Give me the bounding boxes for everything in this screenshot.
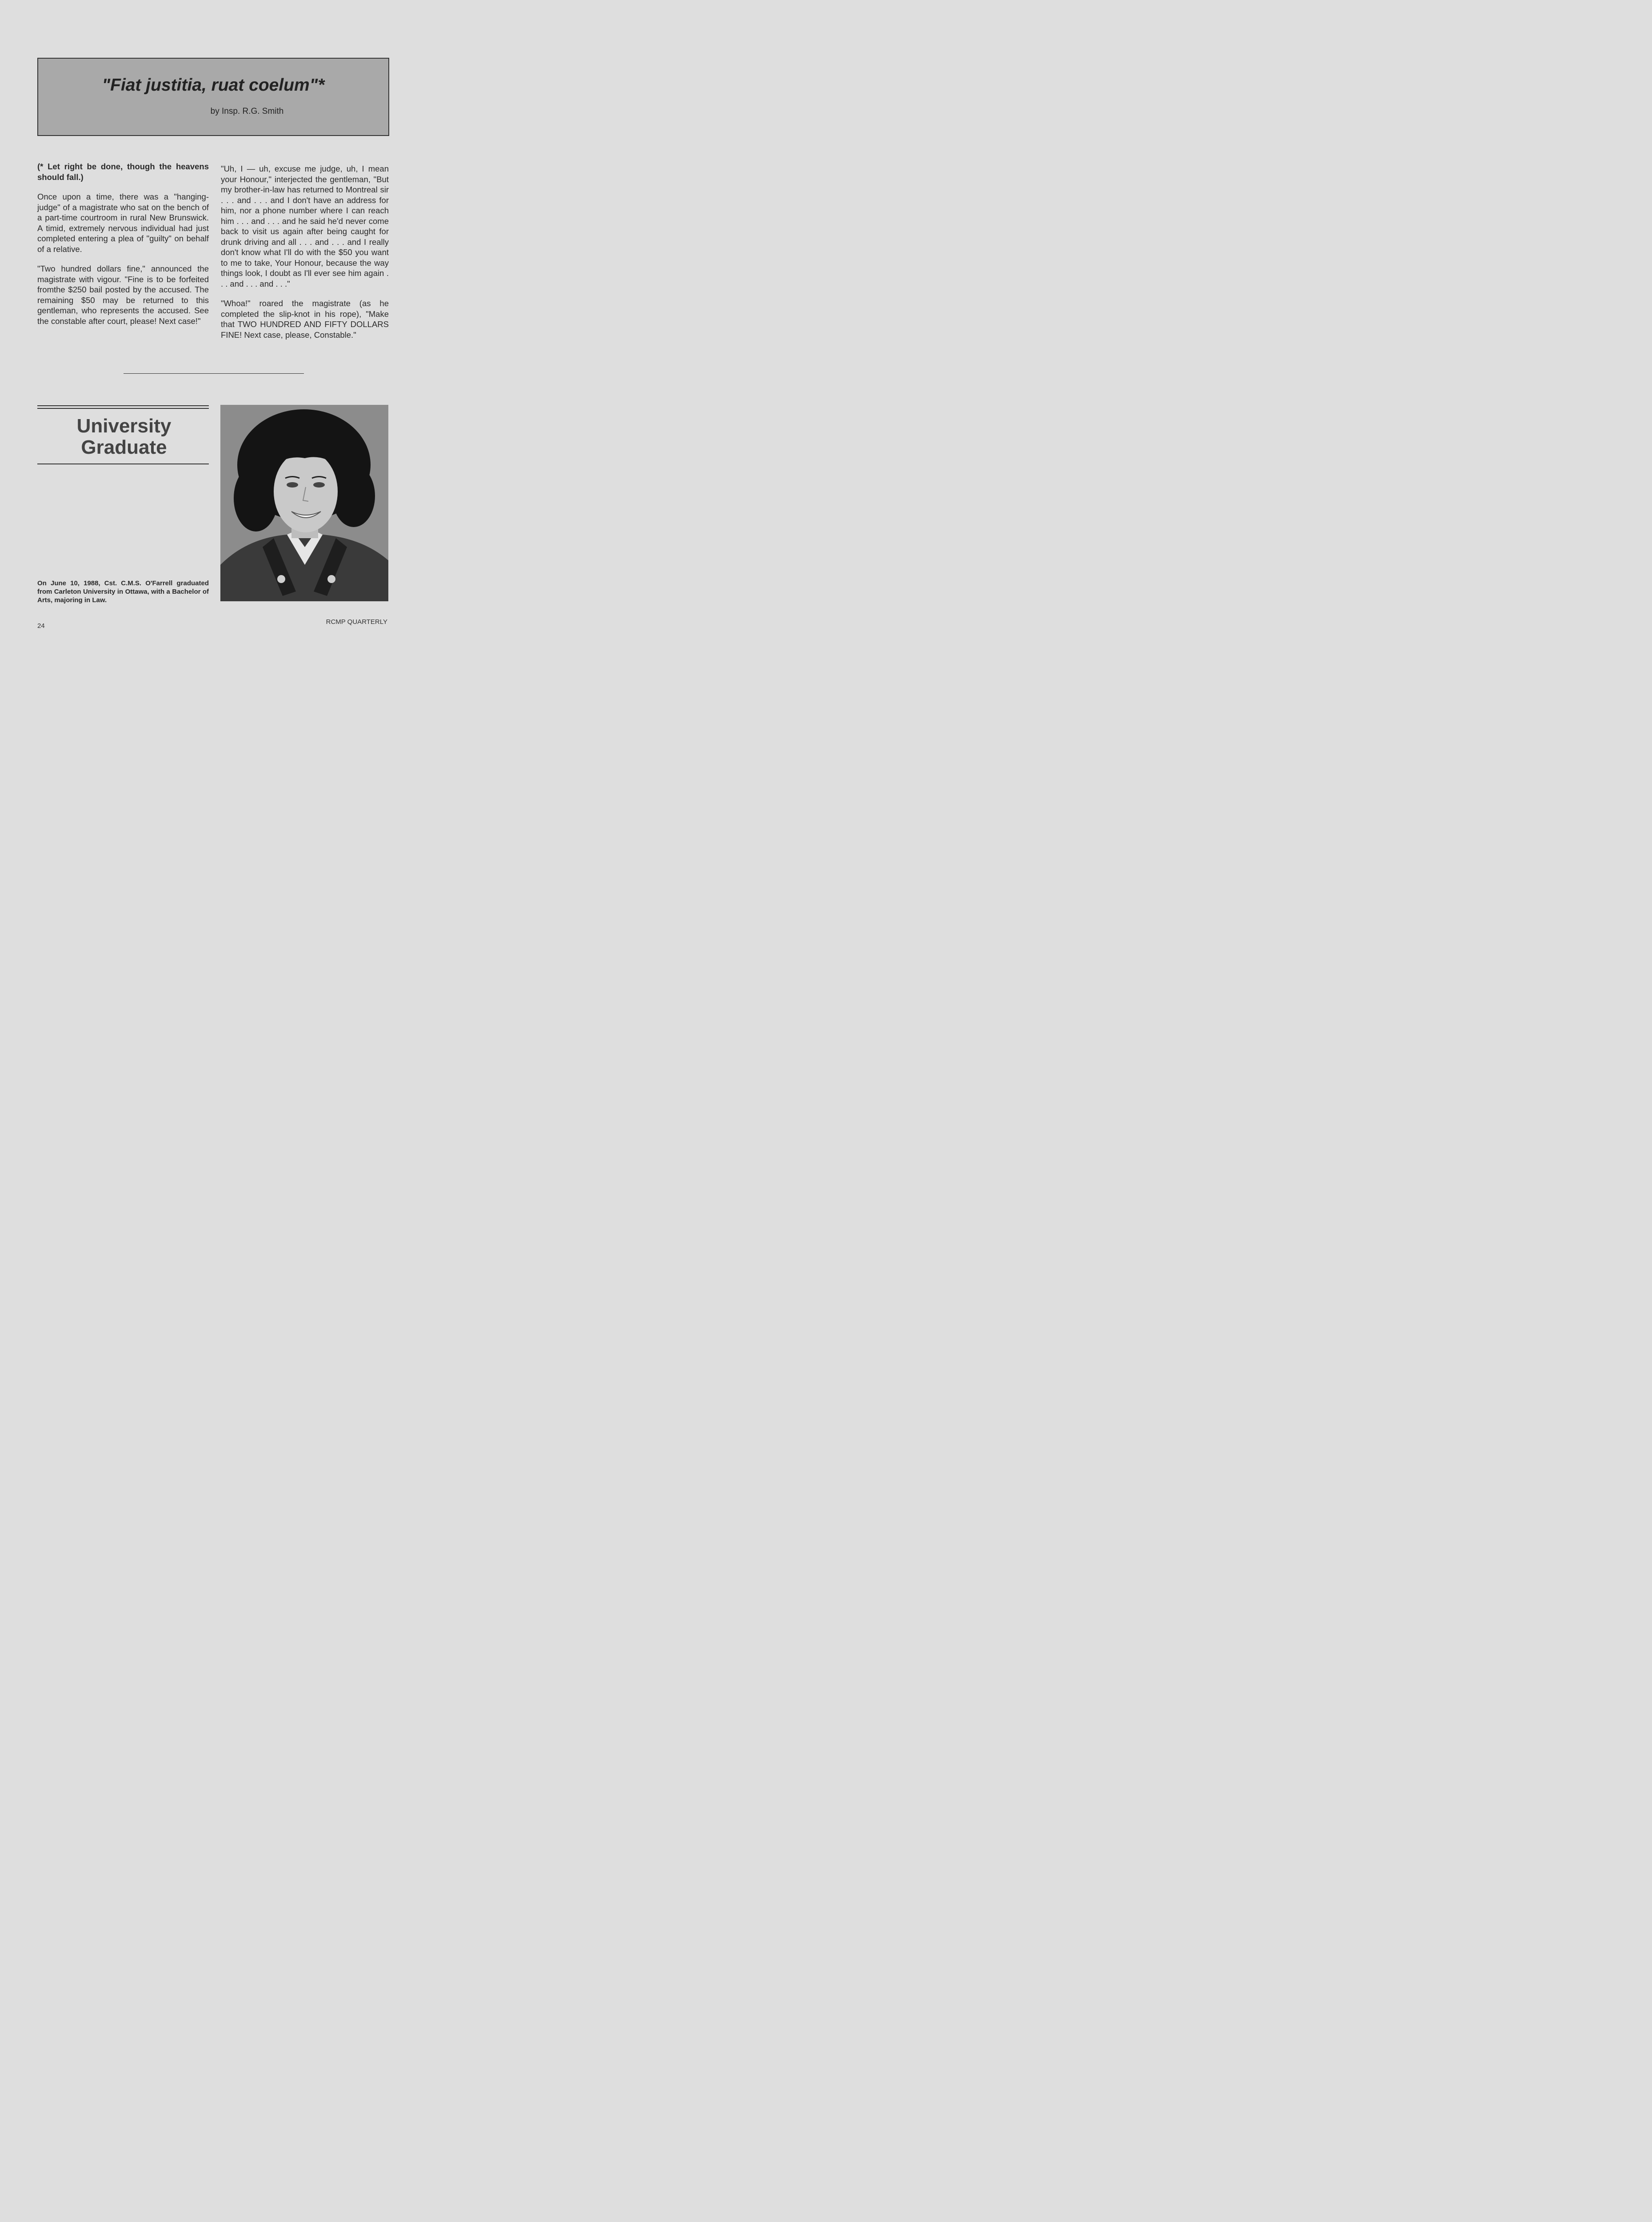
article-paragraph: "Two hundred dollars fine," announced the magistrate with vigour. "Fine is to be forfeited fromthe $250 bail posted by the accused. The remaining $50 may be returned to this gentleman, who represents the accused. See the constable after court, please! Next case!" [37, 264, 209, 326]
heading-top-rule [37, 405, 209, 406]
graduate-heading [37, 416, 211, 458]
graduate-heading-line: University [76, 415, 172, 437]
portrait-photo [220, 405, 388, 601]
heading-top-rule [37, 408, 209, 409]
translation-note: (* Let right be done, though the heavens should fall.) [37, 162, 209, 182]
article-title-box [37, 58, 389, 136]
article-paragraph: Once upon a time, there was a "hanging-judge" of a magistrate who sat on the bench of a part-time courtroom in rural New Brunswick. A timid, extremely nervous individual had just completed entering a plea of "guilty" on behalf of a relative. [37, 192, 209, 254]
article-byline: by Insp. R.G. Smith [210, 107, 284, 116]
article-title: "Fiat justitia, ruat coelum"* [102, 76, 325, 95]
graduate-heading-line: Graduate [81, 436, 167, 458]
portrait-illustration [220, 405, 388, 601]
article-left-column [37, 161, 209, 336]
photo-caption: On June 10, 1988, Cst. C.M.S. O'Farrell graduated from Carleton University in Ottawa, with a Bachelor of Arts, majoring in Law. [37, 579, 209, 604]
page-number: 24 [37, 622, 45, 630]
article-end-divider [124, 373, 304, 374]
article-right-column [221, 164, 389, 349]
article-paragraph: "Uh, I — uh, excuse me judge, uh, I mean your Honour," interjected the gentleman, "But my brother-in-law has returned to Montreal sir . . . and . . . and I don't have an address for him, nor a phone number where I can reach him . . . and . . . and he said he'd never come back to visit us again after being caught for drunk driving and all . . . and . . . and I really don't know what I'll do with the $50 you want to me to take, Your Honour, because the way things look, I doubt as I'll ever see him again . . . and . . . and . . ." [221, 164, 389, 288]
article-paragraph: "Whoa!" roared the magistrate (as he completed the slip-knot in his rope), "Make that TWO HUNDRED AND FIFTY DOLLARS FINE! Next case, please, Constable." [221, 299, 389, 340]
publication-name: RCMP QUARTERLY [326, 618, 387, 626]
